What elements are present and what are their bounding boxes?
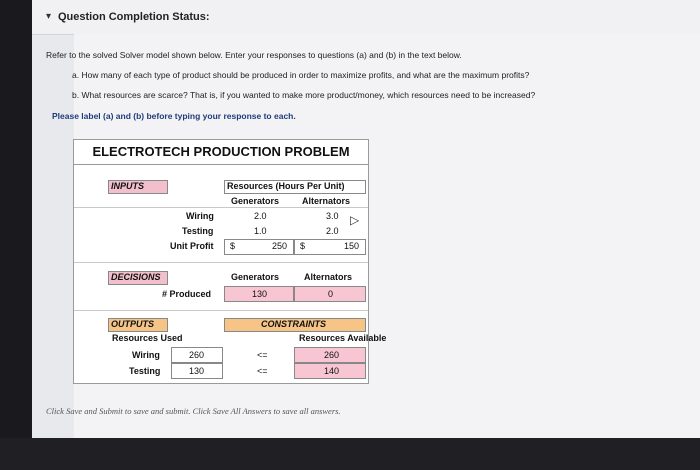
spreadsheet-image bbox=[73, 139, 387, 384]
decisions-label: DECISIONS bbox=[111, 272, 161, 282]
sheet-title: ELECTROTECH PRODUCTION PROBLEM bbox=[74, 140, 368, 165]
dec-col-alternators: Alternators bbox=[304, 272, 353, 282]
out-wiring-label: Wiring bbox=[132, 350, 160, 360]
produced-alt: 0 bbox=[328, 289, 334, 299]
chevron-down-icon[interactable]: ▾ bbox=[46, 11, 52, 22]
wiring-alt: 3.0 bbox=[326, 211, 339, 221]
outputs-label: OUTPUTS bbox=[111, 319, 155, 329]
out-testing-label: Testing bbox=[129, 366, 161, 376]
testing-op: <= bbox=[257, 366, 268, 376]
wiring-gen: 2.0 bbox=[254, 211, 267, 221]
label-instruction: Please label (a) and (b) before typing your response to each. bbox=[52, 111, 296, 121]
grid-line bbox=[74, 207, 368, 208]
grid-line bbox=[74, 262, 368, 263]
wiring-available: 260 bbox=[324, 350, 340, 360]
intro-text: Refer to the solved Solver model shown below. Enter your responses to questions (a) and (b) in the text below. bbox=[46, 50, 462, 60]
row-wiring-label: Wiring bbox=[186, 211, 214, 221]
row-testing-label: Testing bbox=[182, 226, 214, 236]
grid-line bbox=[74, 310, 368, 311]
status-title: Question Completion Status: bbox=[58, 11, 210, 23]
desk-background bbox=[0, 438, 700, 470]
wiring-used: 260 bbox=[189, 350, 205, 360]
resources-header: Resources (Hours Per Unit) bbox=[227, 181, 345, 191]
save-instructions: Click Save and Submit to save and submit. Click Save All Answers to save all answers. bbox=[46, 406, 341, 416]
testing-used: 130 bbox=[189, 366, 205, 376]
dec-col-generators: Generators bbox=[231, 272, 280, 282]
resources-used-label: Resources Used bbox=[112, 333, 183, 343]
question-a-text: a. How many of each type of product should be produced in order to maximize profits, and what are the maximum profits? bbox=[72, 70, 530, 80]
profit-alt-value: 150 bbox=[344, 241, 360, 251]
question-status-bar[interactable] bbox=[32, 0, 700, 35]
testing-available: 140 bbox=[324, 366, 340, 376]
unit-profit-label: Unit Profit bbox=[170, 241, 214, 251]
wiring-op: <= bbox=[257, 350, 268, 360]
profit-alt-currency: $ bbox=[300, 241, 306, 251]
col-alternators: Alternators bbox=[302, 196, 351, 206]
mouse-cursor-icon: ▷ bbox=[350, 213, 360, 227]
testing-alt: 2.0 bbox=[326, 226, 339, 236]
resources-available-label: Resources Available bbox=[299, 333, 387, 343]
col-generators: Generators bbox=[231, 196, 280, 206]
produced-gen: 130 bbox=[252, 289, 268, 299]
constraints-label: CONSTRAINTS bbox=[261, 319, 326, 329]
question-b-text: b. What resources are scarce? That is, if you wanted to make more product/money, which resources need to be increased? bbox=[72, 90, 536, 100]
produced-label: # Produced bbox=[162, 289, 212, 299]
inputs-label: INPUTS bbox=[111, 181, 145, 191]
testing-gen: 1.0 bbox=[254, 226, 267, 236]
profit-gen-currency: $ bbox=[230, 241, 236, 251]
profit-gen-value: 250 bbox=[272, 241, 288, 251]
